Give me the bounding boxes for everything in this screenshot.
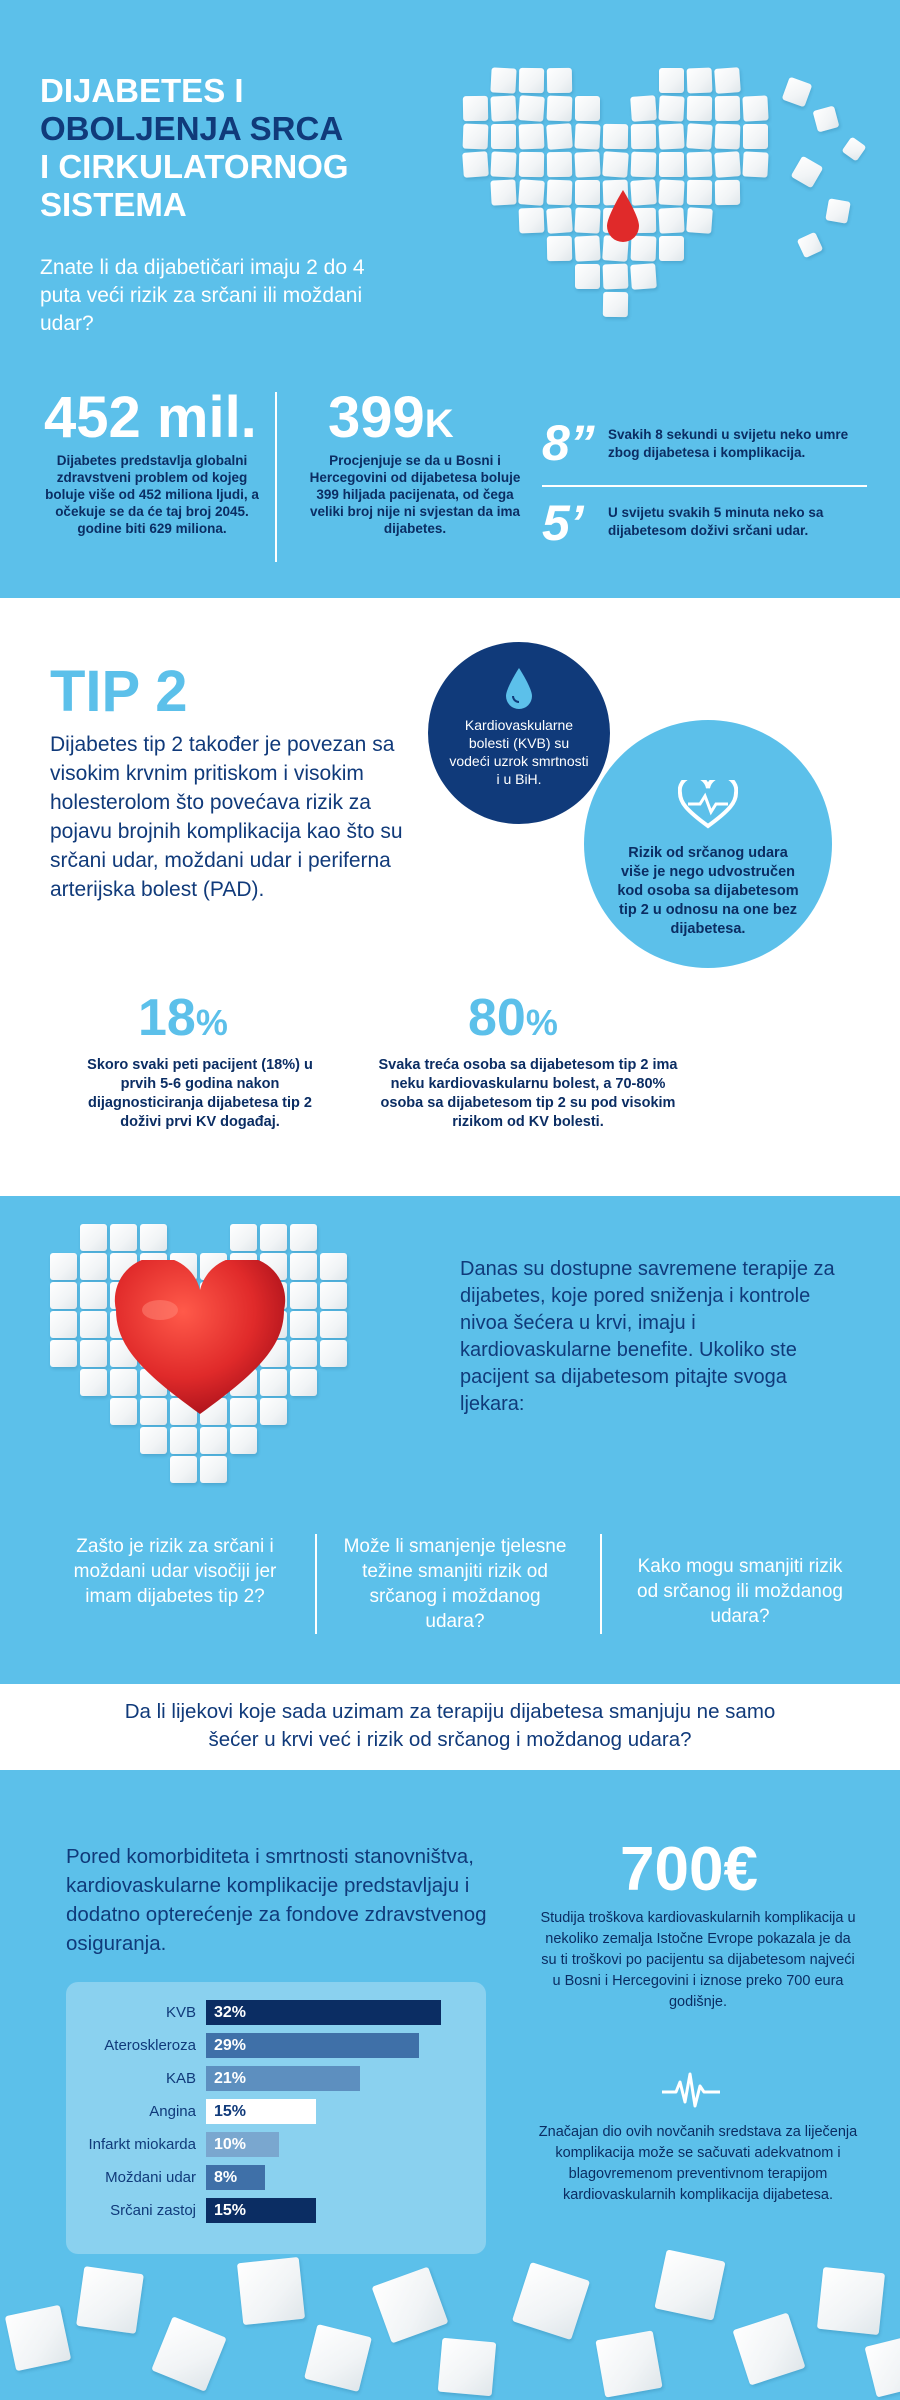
heart-pulse-icon (678, 780, 738, 830)
sugar-cube (290, 1253, 317, 1280)
chart-bar (206, 2198, 316, 2223)
sugar-cube (230, 1427, 257, 1454)
ecg-line-icon (660, 2070, 722, 2110)
global-desc: Dijabetes predstavlja globalni zdravstveni problem od kojeg boluje više od 452 miliona ljudi, a očekuje se da će taj broj 2045. godine biti 629 miliona. (45, 453, 259, 536)
sugar-cube (372, 2267, 449, 2344)
chart-value-label: 15% (214, 2201, 247, 2219)
chart-value-label: 21% (214, 2069, 247, 2087)
sugar-cube (140, 1427, 167, 1454)
sugar-cube (518, 95, 545, 122)
sugar-cube (518, 179, 545, 206)
question-3: Kako mogu smanjiti rizik od srčanog ili moždanog udara? (637, 1556, 843, 1627)
sugar-cube (797, 232, 824, 259)
question-banner (0, 1684, 900, 1770)
tip2-body: Dijabetes tip 2 također je povezan sa visokim krvnim pritiskom i visokim holesterolom što povećava rizik za pojavu brojnih komplikacija kao što su srčani udar, moždani udar i periferna arterijska bolest (PAD). (50, 733, 403, 901)
therapy-section (0, 1196, 900, 1684)
sugar-cube (547, 68, 572, 93)
chart-row (66, 2194, 486, 2227)
chart-category-label: KAB (165, 2070, 196, 2087)
sugar-cube (742, 151, 768, 177)
sugar-cube (547, 180, 573, 206)
sugar-cube (714, 67, 741, 94)
sugar-cube (80, 1282, 107, 1309)
sugar-cube (290, 1340, 317, 1367)
sugar-cube (547, 152, 572, 177)
sugar-cube (230, 1224, 257, 1251)
sugar-cube (462, 151, 489, 178)
sugar-cube (575, 180, 600, 205)
chart-category-label: Srčani zastoj (110, 2202, 196, 2219)
sugar-cube (603, 264, 629, 290)
sugar-cube (290, 1311, 317, 1338)
sugar-cube (290, 1282, 317, 1309)
sugar-cube (519, 152, 544, 177)
chart-bar (206, 2000, 441, 2025)
chart-row (66, 2161, 486, 2194)
sugar-cube (512, 2262, 590, 2340)
sugar-cube (743, 124, 768, 149)
sugar-cubes-image (0, 2230, 900, 2400)
chart-value-label: 8% (214, 2168, 238, 2186)
sugar-cube (687, 96, 712, 121)
sugar-cube (320, 1340, 347, 1367)
sugar-cube (151, 2316, 227, 2392)
sugar-cube (304, 2324, 372, 2392)
therapy-text: Danas su dostupne savremene terapije za dijabetes, koje pored sniženja i kontrole nivoa šećera u krvi, imaju i kardiovaskularne benefite. Ukoliko ste pacijent sa dijabetesom pitajte svoga ljekara: (460, 1258, 835, 1415)
sugar-cube (825, 198, 850, 223)
sugar-cube (715, 180, 740, 205)
sugar-cube (290, 1224, 317, 1251)
divider (275, 392, 277, 562)
sugar-cube (80, 1224, 107, 1251)
sugar-cube (200, 1427, 227, 1454)
chart-value-label: 29% (214, 2036, 247, 2054)
sugar-cube (715, 96, 740, 121)
intro-text: Znate li da dijabetičari imaju 2 do 4 puta veći rizik za srčani ili moždani udar? (40, 256, 365, 335)
sugar-cube (320, 1253, 347, 1280)
blood-drop-icon (604, 188, 642, 246)
complications-bar-chart (66, 1996, 486, 2227)
costs-text: Pored komorbiditeta i smrtnosti stanovništva, kardiovaskularne komplikacije predstavljaju i dodatno opterećenje za fondove zdravstvenog osiguranja. (66, 1845, 487, 1955)
chart-row (66, 2029, 486, 2062)
sugar-cube (50, 1253, 77, 1280)
heart-risk-circle (584, 720, 832, 968)
tip2-section (0, 598, 900, 1196)
chart-value-label: 10% (214, 2135, 247, 2153)
sugar-cube (237, 2257, 305, 2325)
costs-section (0, 1770, 900, 2400)
sugar-cube (658, 179, 684, 205)
time-8-desc: Svakih 8 sekundi u svijetu neko umre zbog dijabetesa i komplikacija. (608, 427, 849, 460)
chart-row (66, 2128, 486, 2161)
chart-bar (206, 2099, 316, 2124)
bih-number: 399K (328, 385, 454, 450)
sugar-cube (575, 264, 600, 289)
sugar-cube (490, 179, 516, 205)
chart-category-label: Angina (149, 2103, 196, 2120)
tip2-title: TIP 2 (50, 659, 188, 724)
bih-desc: Procjenjuje se da u Bosni i Hercegovini od dijabetesa boluje 399 hiljada pacijenata, od čega veliki broj nije ni svjestan da ima dijabetes. (309, 453, 521, 536)
sugar-cube (658, 207, 684, 233)
chart-category-label: Moždani udar (105, 2169, 196, 2186)
sugar-cube (546, 123, 573, 150)
chart-bar (206, 2033, 419, 2058)
sugar-cube (574, 235, 600, 261)
sugar-cube (813, 106, 840, 133)
sugar-cube (659, 68, 684, 93)
sugar-cube (546, 207, 573, 234)
sugar-cube (50, 1340, 77, 1367)
divider (315, 1534, 317, 1634)
sugar-cube (490, 151, 516, 177)
sugar-cube (654, 2249, 725, 2320)
sugar-cube (491, 124, 516, 149)
heart-risk-text: Rizik od srčanog udara više je nego udvostručen kod osoba sa dijabetesom tip 2 u odnosu na one bez dijabetesa. (617, 845, 799, 937)
sugar-cube (463, 124, 489, 150)
sugar-cube (595, 2330, 662, 2397)
sugar-cube (732, 2312, 805, 2385)
sugar-cube (686, 123, 713, 150)
sugar-cube (320, 1282, 347, 1309)
time-8-seconds: 8” (542, 415, 595, 471)
sugar-cube (687, 68, 713, 94)
sugar-cube (687, 180, 712, 205)
sugar-cube (519, 68, 544, 93)
sugar-cube (864, 2334, 900, 2397)
sugar-cube (80, 1253, 107, 1280)
main-title: DIJABETES I OBOLJENJA SRCA I CIRKULATORNOG SISTEMA (40, 72, 349, 223)
sugar-cube (110, 1224, 137, 1251)
sugar-cube (519, 208, 545, 234)
intro-section (0, 0, 900, 598)
cost-desc: Studija troškova kardiovaskularnih komplikacija u nekoliko zemalja Istočne Evrope pokazala je da su ti troškovi po pacijentu sa dijabetesom najveći u Bosni i Hercegovini i iznose preko 700 eura godišnje. (540, 1910, 856, 2010)
sugar-cube (658, 95, 684, 121)
pct-80-desc: Svaka treća osoba sa dijabetesom tip 2 ima neku kardiovaskularnu bolest, a 70-80% osoba sa dijabetesom tip 2 su pod visokim rizikom od KV bolesti. (378, 1057, 678, 1130)
sugar-cube (715, 124, 741, 150)
sugar-cube (631, 124, 656, 149)
drop-icon (504, 666, 534, 710)
sugar-cube (817, 2267, 885, 2335)
sugar-cube (438, 2338, 497, 2397)
sugar-cube (547, 96, 573, 122)
sugar-cube (260, 1224, 287, 1251)
sugar-cube (50, 1311, 77, 1338)
sugar-cube (603, 124, 628, 149)
sugar-cube (5, 2305, 71, 2371)
sugar-cube (630, 95, 657, 122)
sugar-cube (782, 77, 813, 108)
sugar-cube (687, 152, 713, 178)
sugar-cube (200, 1456, 227, 1483)
chart-bar (206, 2165, 265, 2190)
kvb-circle (428, 642, 610, 824)
sugar-cube (170, 1456, 197, 1483)
global-number: 452 mil. (44, 385, 257, 450)
sugar-cube (290, 1369, 317, 1396)
cost-amount: 700€ (620, 1835, 758, 1904)
chart-category-label: Ateroskleroza (104, 2037, 196, 2054)
chart-bar (206, 2132, 279, 2157)
sugar-cube (742, 95, 768, 121)
sugar-cube (320, 1311, 347, 1338)
sugar-cube (80, 1340, 107, 1367)
sugar-cube (490, 67, 516, 93)
sugar-cube (631, 152, 657, 178)
sugar-cube (659, 236, 684, 261)
pct-18: 18% (138, 989, 228, 1047)
sugar-cube (80, 1311, 107, 1338)
kvb-text: Kardiovaskularne bolesti (KVB) su vodeći uzrok smrtnosti i u BiH. (449, 717, 589, 787)
pct-18-desc: Skoro svaki peti pacijent (18%) u prvih 5-6 godina nakon dijagnosticiranja dijabetesa tip 2 doživi prvi KV događaj. (87, 1057, 313, 1130)
pct-80: 80% (468, 989, 558, 1047)
sugar-cube (603, 292, 628, 317)
sugar-cube (686, 207, 713, 234)
sugar-cube (463, 96, 488, 121)
cost-note: Značajan dio ovih novčanih sredstava za liječenja komplikacija može se sačuvati adekvatnom i blagovremenom preventivnom terapijom kardiovaskularnih komplikacija dijabetesa. (538, 2124, 858, 2203)
divider (542, 485, 867, 487)
sugar-cube (76, 2266, 144, 2334)
sugar-cube (80, 1369, 107, 1396)
sugar-cube (658, 123, 684, 149)
chart-panel (66, 1982, 486, 2254)
sugar-cube (50, 1282, 77, 1309)
chart-value-label: 15% (214, 2102, 247, 2120)
question-1: Zašto je rizik za srčani i moždani udar visočiji jer imam dijabetes tip 2? (73, 1536, 277, 1607)
sugar-cube (140, 1224, 167, 1251)
sugar-cube (659, 152, 684, 177)
red-heart-icon (112, 1260, 288, 1420)
sugar-cube (574, 151, 600, 177)
sugar-cube (574, 207, 600, 233)
time-5-minutes: 5’ (542, 495, 584, 551)
banner-text: Da li lijekovi koje sada uzimam za terapiju dijabetesa smanjuju ne samo šećer u krvi već i rizik od srčanog i moždanog udara? (124, 1700, 776, 1751)
sugar-cube (519, 124, 545, 150)
chart-row (66, 2062, 486, 2095)
sugar-cube (490, 95, 516, 121)
sugar-cube (841, 136, 866, 161)
sugar-cube (602, 151, 629, 178)
chart-row (66, 1996, 486, 2029)
chart-category-label: Infarkt miokarda (88, 2136, 196, 2153)
divider (600, 1534, 602, 1634)
sugar-cube (791, 156, 824, 189)
sugar-cube (170, 1427, 197, 1454)
chart-category-label: KVB (165, 2004, 196, 2021)
time-5-desc: U svijetu svakih 5 minuta neko sa dijabetesom doživi srčani udar. (608, 505, 824, 538)
sugar-cube (714, 151, 741, 178)
chart-bar (206, 2066, 360, 2091)
sugar-cube (574, 123, 600, 149)
sugar-cube (547, 236, 572, 261)
sugar-cube (575, 96, 600, 121)
sugar-cube (630, 263, 657, 290)
sugar-cube-heart-image (455, 60, 875, 360)
chart-row (66, 2095, 486, 2128)
chart-value-label: 32% (214, 2003, 247, 2021)
question-2: Može li smanjenje tjelesne težine smanjiti rizik od srčanog i moždanog udara? (343, 1536, 567, 1632)
